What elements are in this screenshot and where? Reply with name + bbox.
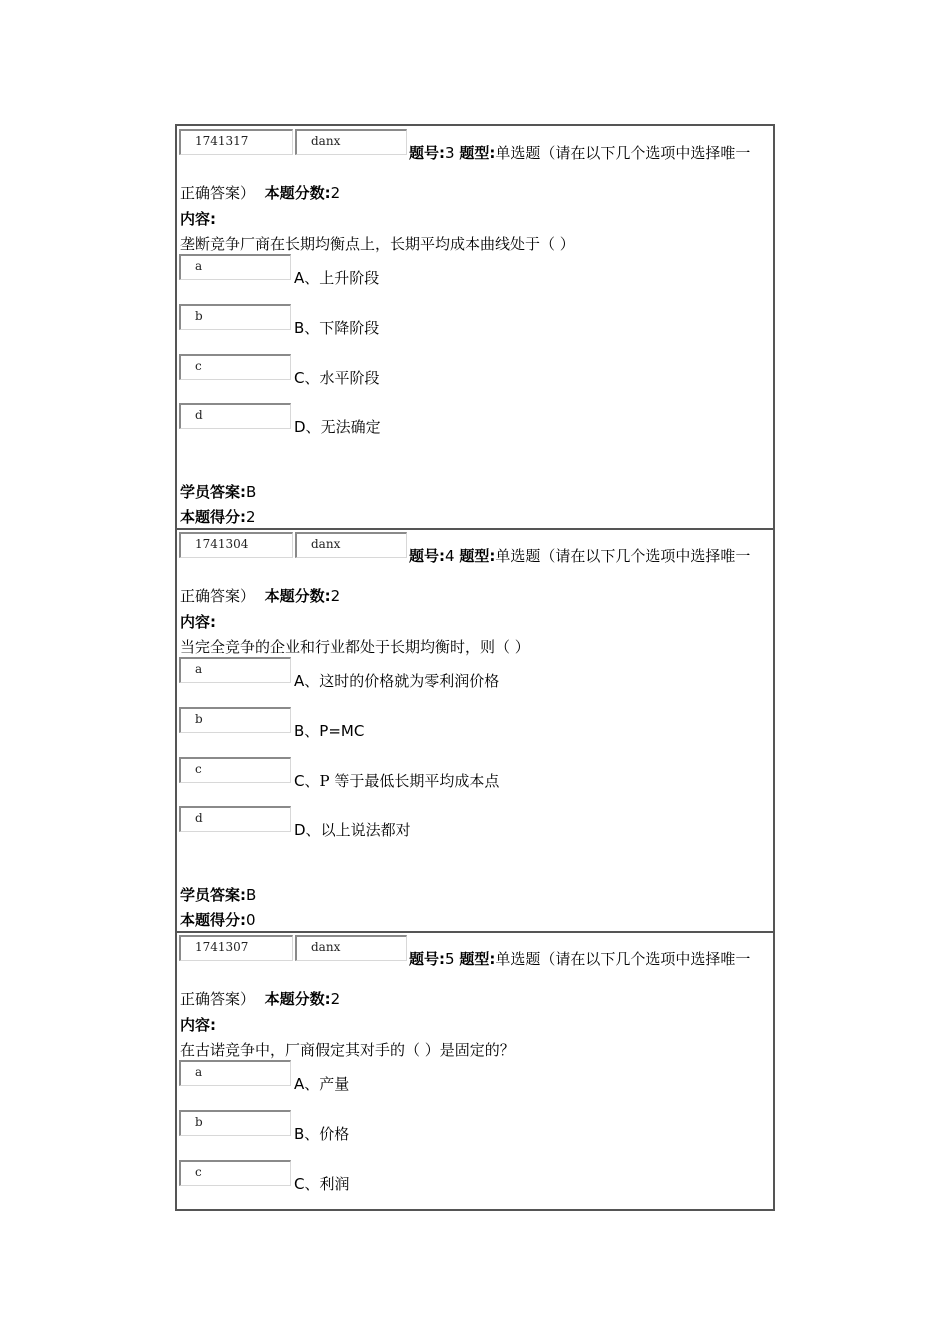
question-score-line: [180, 182, 340, 203]
question-score: 2: [330, 990, 341, 1008]
question-type-label: 题型:: [459, 144, 496, 162]
option-c: C、水平阶段: [294, 369, 380, 387]
earned-score-label: 本题得分:: [180, 508, 246, 526]
option-b: B、下降阶段: [294, 319, 380, 337]
question-type-field[interactable]: danx: [295, 532, 407, 558]
content-label: 内容:: [180, 1016, 216, 1034]
option-b: B、P=MC: [294, 722, 365, 740]
option-c: C、利润: [294, 1175, 350, 1193]
student-answer-label: 学员答案:: [180, 886, 246, 904]
option-a-field[interactable]: a: [179, 657, 291, 683]
question-score: 2: [330, 587, 341, 605]
question-content: 当完全竞争的企业和行业都处于长期均衡时，则（ ）: [180, 638, 530, 656]
student-answer: B: [246, 483, 257, 501]
student-answer-line: [180, 481, 256, 502]
option-c-field[interactable]: c: [179, 1160, 291, 1186]
question-score-label: 本题分数:: [264, 990, 331, 1008]
question-number-label: 题号:: [409, 547, 445, 565]
option-a: A、产量: [294, 1075, 350, 1093]
question-type-label: 题型:: [459, 547, 496, 565]
question-type-text-cont: 正确答案）: [180, 990, 256, 1008]
student-answer-line: [180, 884, 256, 905]
earned-score-label: 本题得分:: [180, 911, 246, 929]
earned-score-line: [180, 909, 256, 930]
option-b-field[interactable]: b: [179, 1110, 291, 1136]
question-score: 2: [330, 184, 341, 202]
option-b-field[interactable]: b: [179, 304, 291, 330]
question-type-field[interactable]: danx: [295, 129, 407, 155]
content-label: 内容:: [180, 210, 216, 228]
student-answer: B: [246, 886, 257, 904]
content-label: 内容:: [180, 613, 216, 631]
question-number: 4: [445, 547, 455, 565]
earned-score-line: [180, 506, 256, 527]
question-score-label: 本题分数:: [264, 587, 331, 605]
question-header: [409, 948, 750, 969]
question-list-frame: [175, 124, 775, 1211]
question-type-field[interactable]: danx: [295, 935, 407, 961]
earned-score: 0: [246, 911, 256, 929]
question-id-field[interactable]: 1741307: [179, 935, 293, 961]
option-b-field[interactable]: b: [179, 707, 291, 733]
question-block-5: [177, 931, 773, 1209]
question-type-text: 单选题（请在以下几个选项中选择唯一: [495, 547, 751, 565]
option-b: B、价格: [294, 1125, 350, 1143]
option-a-field[interactable]: a: [179, 254, 291, 280]
option-d: D、以上说法都对: [294, 821, 411, 839]
earned-score: 2: [246, 508, 256, 526]
question-header: [409, 545, 750, 566]
question-type-text: 单选题（请在以下几个选项中选择唯一: [495, 950, 751, 968]
question-type-text: 单选题（请在以下几个选项中选择唯一: [495, 144, 751, 162]
question-header: [409, 142, 750, 163]
option-c-field[interactable]: c: [179, 354, 291, 380]
option-d-field[interactable]: d: [179, 806, 291, 832]
question-type-label: 题型:: [459, 950, 496, 968]
question-type-text-cont: 正确答案）: [180, 587, 256, 605]
option-c-field[interactable]: c: [179, 757, 291, 783]
question-number: 5: [445, 950, 455, 968]
question-id-field[interactable]: 1741304: [179, 532, 293, 558]
option-c: C、P 等于最低长期平均成本点: [294, 772, 500, 790]
question-block-3: [177, 126, 773, 528]
option-a: A、上升阶段: [294, 269, 380, 287]
question-content: 在古诺竞争中，厂商假定其对手的（ ）是固定的？: [180, 1041, 515, 1059]
question-score-line: [180, 585, 340, 606]
question-score-label: 本题分数:: [264, 184, 331, 202]
question-id-field[interactable]: 1741317: [179, 129, 293, 155]
option-d-field[interactable]: d: [179, 403, 291, 429]
question-number: 3: [445, 144, 455, 162]
option-a: A、这时的价格就为零利润价格: [294, 672, 500, 690]
option-d: D、无法确定: [294, 418, 381, 436]
student-answer-label: 学员答案:: [180, 483, 246, 501]
question-score-line: [180, 988, 340, 1009]
question-number-label: 题号:: [409, 144, 445, 162]
option-a-field[interactable]: a: [179, 1060, 291, 1086]
question-block-4: [177, 528, 773, 931]
question-number-label: 题号:: [409, 950, 445, 968]
question-content: 垄断竞争厂商在长期均衡点上，长期平均成本曲线处于（ ）: [180, 235, 575, 253]
question-type-text-cont: 正确答案）: [180, 184, 256, 202]
